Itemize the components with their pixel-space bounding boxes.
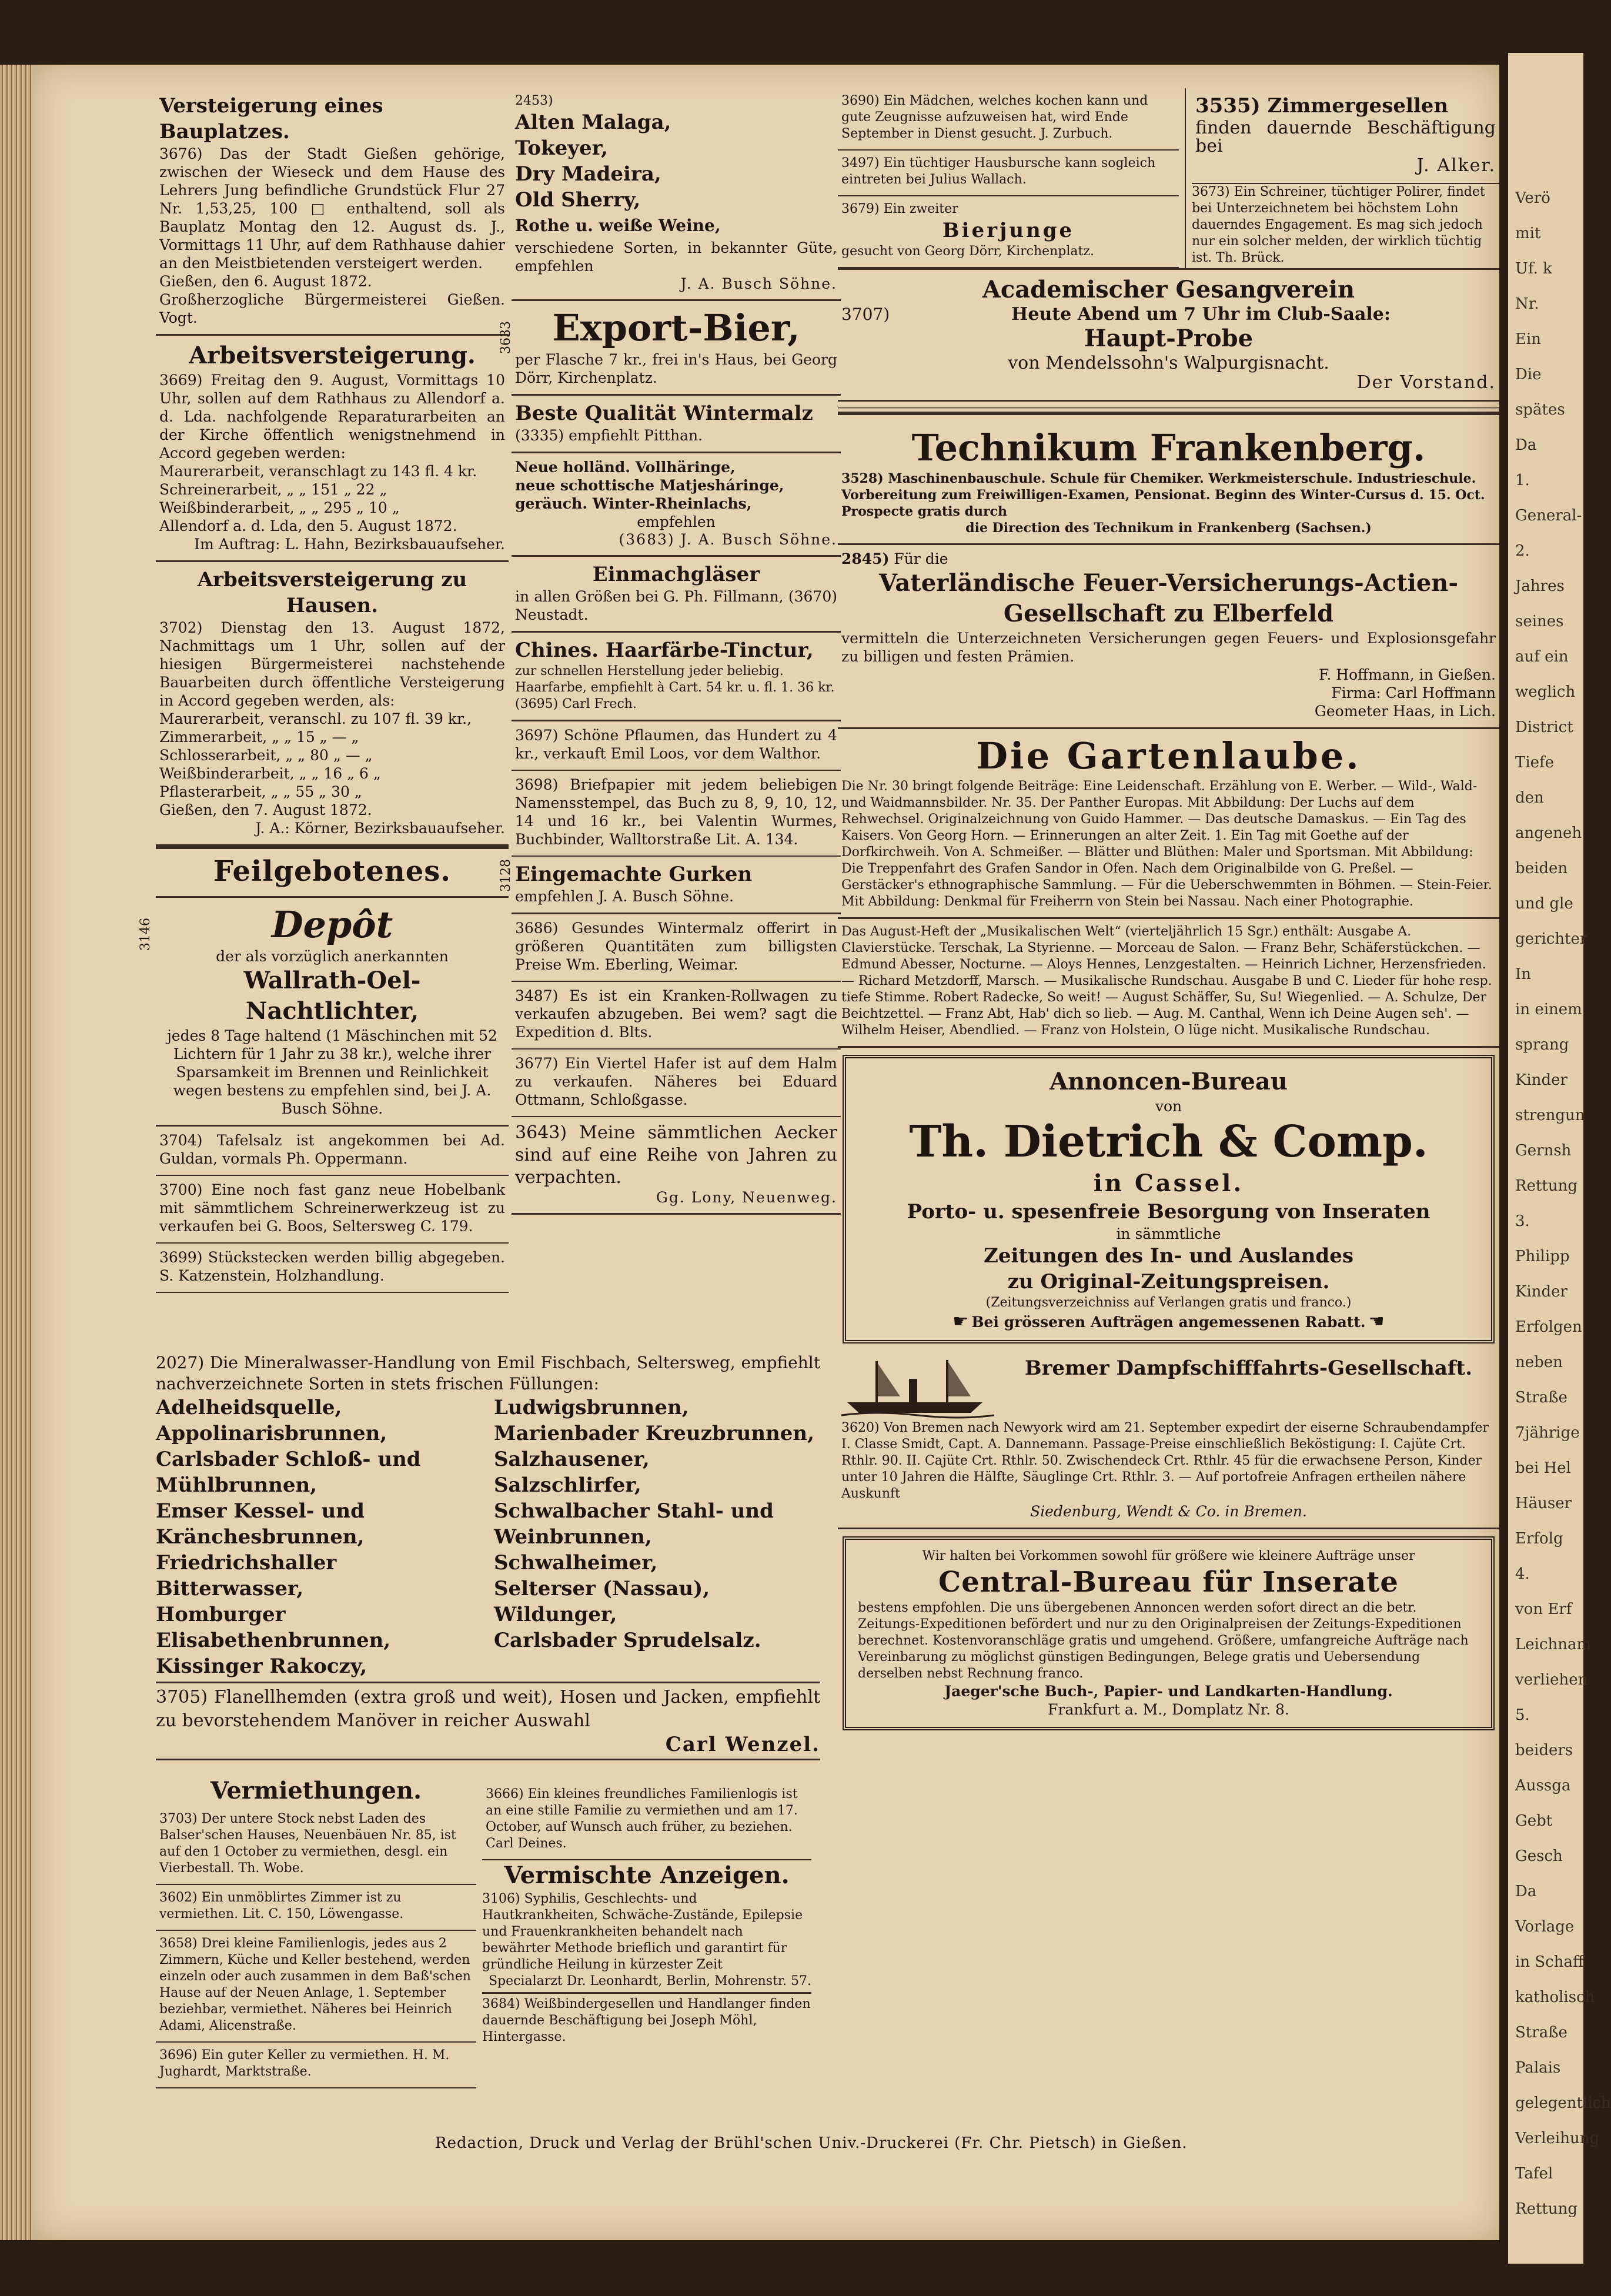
next-page-fragment: seines — [1515, 613, 1564, 630]
next-page-fragment: gelegentlich — [1515, 2094, 1611, 2112]
ad-title: Arbeitsversteigerung zu Hausen. — [197, 568, 467, 617]
ad-title: Bremer Dampfschifffahrts-Gesellschaft. — [1024, 1356, 1473, 1380]
ad-sign: Geometer Haas, in Lich. — [1314, 703, 1496, 720]
ad-text: Das August-Heft der „Musikalischen Welt“ (vierteljährlich 15 Sgr.) enthält: Ausgabe A. Clavierstücke. Terschak, La Styrienne. — Morceau de Salon. — Franz Behr, Schäferstückchen. — Edmund Abesser, Nocturne. — Aloys Hennes, Lenzgestalten. — Heinrich Lichner, Herzensfrieden. — Richard Metzdorff, Marsch. — Musikalische Rundschau. Ausgabe B und C. Lieder für hohe resp. tiefe Stimme. Robert Radecke, So weit! — August Schäffer, Su, Su! Wiegenlied. — A. Schulze, Der Beichtzettel. — Franz Abt, Hab' dich so lieb. — Aug. M. Canthal, Wenn ich Deine Augen seh'. — Wilhelm Heiser, Abendlied. — Franz von Holstein, O lüge nicht. Musikalische Rundschau. — [841, 924, 1492, 1038]
ad-feuer — [838, 545, 1499, 729]
ad-number: 3633 — [499, 321, 513, 354]
ad-sign: Der Vorstand. — [1356, 372, 1496, 393]
ad-number: 3707) — [841, 305, 890, 324]
next-page-fragment: In — [1515, 965, 1532, 983]
list-item: Friedrichshaller Bitterwasser, — [156, 1551, 337, 1600]
section-vermischte — [482, 1782, 811, 2046]
ad-3673: 3673) Ein Schreiner, tüchtiger Polirer, findet bei Unterzeichnetem bei höchstem Lohn dauerndes Engagement. Es mag sich jedoch nur ein solcher melden, der wirklich tüchtig ist. Th. Brück. — [1192, 185, 1485, 265]
ad-line: in sämmtliche — [1116, 1225, 1221, 1242]
next-page-fragment: angeneh — [1515, 824, 1582, 842]
ad-3679 — [838, 196, 1179, 268]
ad-wintermalz — [512, 396, 841, 453]
ad-text: 3528) Maschinenbauschule. Schule für Chemiker. Werkmeisterschule. Industrieschule. Vorbereitung zum Freiwilligen-Examen, Pensionat. Beginn des Winter-Cursus d. 15. Oct. Prospecte gratis durch — [841, 471, 1485, 519]
next-page-fragment: beiders — [1515, 1742, 1573, 1759]
ad-sign: Carl Wenzel. — [665, 1733, 820, 1756]
ad-line: Neue holländ. Vollhäringe, — [515, 459, 736, 476]
column-2 — [499, 88, 841, 1215]
ad-text: Die Nr. 30 bringt folgende Beiträge: Eine Leidenschaft. Erzählung von E. Werber. — Wild-, Wald- und Waidmannsbilder. Nr. 35. Der Panther Europas. Mit Abbildung: Der Luchs auf dem Rehwechsel. Originalzeichnung von Guido Hammer. — Das deutsche Damaskus. — Ein Tag des Kaisers. Von Georg Horn. — Erinnerungen an alter Zeit. 1. Ein Tag mit Goethe auf der Dorfkirchweih. Von A. Schmeißer. — Blätter und Blüthen: Maler und Sportsman. Mit Abbildung: Die Treppenfahrt des Grafen Sandor in Ofen. Nach dem Originalbilde von G. Preßel. — Gerstäcker's ethnographische Sammlung. — Für die Ueberschwemmten in Böhmen. — Stein-Feier. Mit Abbildung: Denkmal für Freiherrn von Stein bei Nassau. Nach einer Photographie. — [841, 779, 1492, 909]
list-item: Carlsbader Sprudelsalz. — [494, 1629, 761, 1652]
footer-imprint: Redaction, Druck und Verlag der Brühl'schen Univ.-Druckerei (Fr. Chr. Pietsch) in Gießen. — [435, 2134, 1188, 2152]
ad-sign: Jaeger'sche Buch-, Papier- und Landkarten-Handlung. — [944, 1683, 1393, 1700]
next-page-fragment: Philipp — [1515, 1248, 1570, 1265]
next-page-fragment: 4. — [1515, 1565, 1530, 1583]
ad-row: Weißbinderarbeit, „ „ 295 „ 10 „ — [159, 499, 400, 516]
ad-number: 3128 — [499, 859, 513, 892]
next-page-fragment: Kinder — [1515, 1283, 1567, 1301]
next-page-fragment: Erfolg — [1515, 1530, 1563, 1548]
next-page-fragment: Die — [1515, 366, 1542, 383]
next-page-fragment: Aussga — [1515, 1777, 1571, 1794]
ad-3704: 3704) Tafelsalz ist angekommen bei Ad. Guldan, vormals Ph. Oppermann. — [156, 1127, 509, 1176]
ad-bremer — [838, 1351, 1499, 1529]
list-item: Schwalbacher Stahl- und Weinbrunnen, — [494, 1499, 774, 1549]
ad-text: 3702) Dienstag den 13. August 1872, Nachmittags um 1 Uhr, sollen auf der hiesigen Bürgermeisterei nachstehende Bauarbeiten durch öffentliche Versteigerung in Accord gegeben werden, als: — [159, 619, 505, 709]
ad-von: von — [1155, 1098, 1182, 1115]
ad-3690: 3690) Ein Mädchen, welches kochen kann und gute Zeugnisse aufzuweisen hat, wird Ende September in Dienst gesucht. J. Zurbuch. — [838, 88, 1179, 151]
ad-sign: Siedenburg, Wendt & Co. in Bremen. — [1030, 1503, 1307, 1520]
ad-line: zu Original-Zeitungspreisen. — [1007, 1270, 1330, 1294]
next-page-fragment: Häuser — [1515, 1495, 1572, 1512]
ad-gartenlaube — [838, 729, 1499, 919]
list-item: Ludwigsbrunnen, — [494, 1396, 689, 1419]
column-3 — [838, 88, 1499, 1737]
section-title: Vermiethungen. — [210, 1777, 422, 1804]
ad-sign: Großherzogliche Bürgermeisterei Gießen. Vogt. — [159, 291, 505, 326]
ad-haar — [512, 633, 841, 721]
ad-depot — [138, 898, 509, 1127]
next-page-fragment: spätes — [1515, 401, 1565, 419]
divider — [838, 407, 1499, 415]
ad-title: Chines. Haarfärbe-Tinctur, — [515, 639, 814, 662]
list-item: Appolinarisbrunnen, — [156, 1422, 387, 1445]
ad-central-bureau — [843, 1536, 1495, 1730]
next-page-fragment: den — [1515, 789, 1544, 807]
ad-technikum — [838, 421, 1499, 545]
ad-wines — [512, 88, 841, 301]
ad-title: Die Gartenlaube. — [976, 734, 1361, 777]
next-page-fragment: Rettung — [1515, 1177, 1577, 1195]
ad-3487: 3487) Es ist ein Kranken-Rollwagen zu verkaufen abzugeben. Bei wem? sagt die Expedition d. Blts. — [512, 982, 841, 1050]
ad-3698: 3698) Briefpapier mit jedem beliebigen Namensstempel, das Buch zu 8, 9, 10, 12, 14 und 16 kr., bei Valentin Wurmes, Buchbinder, Walltorstraße Lit. A. 134. — [512, 771, 841, 857]
ad-sign: Gg. Lony, Neuenweg. — [656, 1189, 837, 1206]
wine-line: Alten Malaga, — [515, 111, 671, 134]
list-item: Adelheidsquelle, — [156, 1396, 342, 1419]
next-page-fragment: Tiefe — [1515, 754, 1555, 771]
gesang-row — [841, 305, 1496, 323]
next-page-fragment: 3. — [1515, 1212, 1530, 1230]
ads-left — [838, 88, 1179, 268]
ad-title: Vaterländische Feuer-Versicherungs-Actien-Gesellschaft zu Elberfeld — [879, 569, 1458, 627]
list-item: Marienbader Kreuzbrunnen, — [494, 1422, 814, 1445]
next-page-fragment: Gesch — [1515, 1847, 1563, 1865]
next-page-fragment: auf ein — [1515, 648, 1569, 666]
ad-3697: 3697) Schöne Pflaumen, das Hundert zu 4 kr., verkauft Emil Loos, vor dem Walthor. — [512, 721, 841, 771]
ad-line: neue schottische Matjesháringe, — [515, 477, 784, 494]
ad-3535 — [1192, 88, 1499, 184]
mineral-list-right — [494, 1395, 820, 1679]
ad-text: 3679) Ein zweiter — [841, 202, 958, 216]
section-title: Feilgebotenes. — [213, 855, 452, 888]
next-page-fragment: gerichter — [1515, 930, 1587, 948]
ad-arbeitsversteigerung — [156, 336, 509, 562]
ad-sign: die Direction des Technikum in Frankenberg (Sachsen.) — [965, 520, 1372, 536]
next-page-fragment: Straße — [1515, 2024, 1567, 2041]
ad-row: Schlosserarbeit, „ „ 80 „ — „ — [159, 747, 373, 764]
next-page-fragment: Kinder — [1515, 1071, 1567, 1089]
next-page-fragment: Nr. — [1515, 295, 1539, 313]
ad-gurken — [499, 857, 841, 914]
ad-text: verschiedene Sorten, in bekannter Güte, empfehlen — [515, 239, 837, 275]
next-page-fragment: in einem — [1515, 1001, 1582, 1018]
next-page-fragment: Tafel — [1515, 2165, 1553, 2183]
ad-text: jedes 8 Tage haltend (1 Mäschinchen mit 52 Lichtern für 1 Jahr zu 38 kr.), welche ihrer Sparsamkeit im Brennen und Reinlichkeit wegen bestens zu empfehlen sind, bei J. A. Busch Söhne. — [167, 1027, 497, 1117]
ad-bauplatz — [156, 88, 509, 336]
ad-row: Schreinerarbeit, „ „ 151 „ 22 „ — [159, 481, 387, 498]
ad-line: (Zeitungsverzeichniss auf Verlangen gratis und franco.) — [985, 1295, 1352, 1310]
ad-3666: 3666) Ein kleines freundliches Familienlogis ist an eine stille Familie zu vermiethen und am 17. October, auf Wunsch auch früher, zu beziehen. Carl Deines. — [482, 1782, 811, 1860]
next-page-fragment: Ein — [1515, 330, 1542, 348]
ad-3497: 3497) Ein tüchtiger Hausbursche kann sogleich eintreten bei Julius Wallach. — [838, 151, 1179, 196]
ad-3643 — [512, 1117, 841, 1215]
ad-line: Bei grösseren Aufträgen angemessenen Rabatt. — [971, 1314, 1366, 1331]
ad-3106: 3106) Syphilis, Geschlechts- und Hautkrankheiten, Schwäche-Zustände, Epilepsie und Frauenkrankheiten behandelt nach bewährter Methode brieflich und garantirt für gründliche Heilung in kürzester Zeit — [482, 1891, 803, 1972]
ad-line: von Mendelssohn's Walpurgisnacht. — [1008, 353, 1329, 373]
next-page-fragment: mit — [1515, 225, 1541, 242]
ad-sign: F. Hoffmann, in Gießen. — [1318, 666, 1496, 683]
next-page-fragment: Straße — [1515, 1389, 1567, 1406]
ad-number: 2453) — [515, 93, 553, 108]
ad-date: Allendorf a. d. Lda, den 5. August 1872. — [159, 517, 457, 534]
hand-pointer-icon: ☛ — [952, 1311, 969, 1332]
list-item: Salzschlirfer, — [494, 1473, 641, 1497]
next-page-fragment: Verleihung — [1515, 2130, 1600, 2147]
steamship-icon — [841, 1355, 994, 1420]
ad-herring — [512, 453, 841, 557]
next-page-fragment: Erfolgen — [1515, 1318, 1582, 1336]
ad-title: Einmachgläser — [592, 563, 760, 586]
ad-text: vermitteln die Unterzeichneten Versicherungen gegen Feuers- und Explosionsgefahr zu billigen und festen Prämien. — [841, 630, 1496, 665]
next-page-fragment: Da — [1515, 1883, 1537, 1900]
divider — [482, 1992, 811, 1994]
ad-sign: Im Auftrag: L. Hahn, Bezirksbauaufseher. — [194, 536, 505, 553]
next-page-fragment: verliehen — [1515, 1671, 1588, 1689]
next-page-fragment: von Erf — [1515, 1600, 1572, 1618]
ad-3703: 3703) Der untere Stock nebst Laden des Balser'schen Hauses, Neuenbäuen Nr. 85, ist auf den 1 October zu vermiethen, desgl. ein Vierbestall. Th. Wobe. — [156, 1806, 476, 1885]
next-page-fragment: und gle — [1515, 895, 1573, 913]
ad-sign: (3683) J. A. Busch Söhne. — [619, 531, 837, 548]
row-top — [838, 88, 1499, 268]
next-page-fragment: Vorlage — [1515, 1918, 1575, 1936]
wine-line: Tokeyer, — [515, 136, 608, 160]
ad-pre — [841, 550, 1496, 568]
list-item: Salzhausener, — [494, 1448, 650, 1471]
ad-sign: J. Alker. — [1416, 155, 1496, 176]
ad-place: Frankfurt a. M., Domplatz Nr. 8. — [1048, 1701, 1289, 1718]
ad-line: geräuch. Winter-Rheinlachs, — [515, 495, 752, 512]
ad-gesangverein — [838, 268, 1499, 402]
ad-text: 3620) Von Bremen nach Newyork wird am 21. September expedirt der eiserne Schraubendampfer I. Classe Smidt, Capt. A. Dannemann. Passage-Preise einschließlich Beköstigung: I. Cajüte Crt. Rthlr. 90. II. Cajüte Crt. Rthlr. 50. Zwischendeck Crt. Rthlr. 45 für die erwachsene Person, Kinder unter 10 Jahren die Hälfte, Säuglinge Crt. Rthlr. 3. — Auf portofreie Anfragen ertheilen nähere Auskunft — [841, 1421, 1489, 1501]
ad-line: der als vorzüglich anerkannten — [216, 948, 449, 965]
ad-export-bier — [499, 301, 841, 396]
column-1 — [138, 88, 509, 1293]
divider — [156, 1759, 820, 1760]
wine-line: Dry Madeira, — [515, 162, 661, 186]
next-page-fragment: Uf. k — [1515, 260, 1552, 278]
ad-3686: 3686) Gesundes Wintermalz offerirt in größeren Quantitäten zum billigsten Preise Wm. Eberling, Weimar. — [512, 914, 841, 982]
book-edge — [0, 65, 35, 2240]
ad-row: Weißbinderarbeit, „ „ 16 „ 6 „ — [159, 765, 381, 782]
next-page-fragment: bei Hel — [1515, 1459, 1571, 1477]
next-page-fragment: Jahres — [1515, 577, 1565, 595]
next-page-fragment: General- — [1515, 507, 1582, 524]
ad-dietrich — [843, 1055, 1495, 1343]
next-page-edge — [1508, 53, 1611, 2264]
ad-sign: J. A.: Körner, Bezirksbauaufseher. — [255, 820, 505, 837]
next-page-fragment: 7jährige — [1515, 1424, 1580, 1442]
wine-line: Old Sherry, — [515, 188, 641, 212]
list-item: Emser Kessel- und Kränchesbrunnen, — [156, 1499, 365, 1549]
ad-3658: 3658) Drei kleine Familienlogis, jedes aus 2 Zimmern, Küche und Keller bestehend, werden einzeln oder auch zusammen in dem Baß'schen Hause auf der Neuen Anlage, 1. September beziehbar, vermiethet. Näheres bei Heinrich Adami, Alicenstraße. — [156, 1931, 476, 2043]
ad-line: Zeitungen des In- und Auslandes — [984, 1244, 1353, 1268]
wine-line: Rothe u. weiße Weine, — [515, 216, 721, 235]
list-item: Selterser (Nassau), — [494, 1577, 710, 1600]
ad-title: Beste Qualität Wintermalz — [515, 402, 813, 425]
ad-flanell: 3705) Flanellhemden (extra groß und weit), Hosen und Jacken, empfiehlt zu bevorstehendem Manöver in reicher Auswahl — [156, 1687, 820, 1731]
ad-title: Academischer Gesangverein — [982, 276, 1355, 303]
ad-sign: Firma: Carl Hoffmann — [1331, 684, 1496, 701]
ad-product: Wallrath-Oel-Nachtlichter, — [243, 967, 421, 1025]
next-page-fragment: 1. — [1515, 472, 1530, 489]
section-vermiethungen — [156, 1776, 476, 2088]
ad-row: Maurerarbeit, veranschl. zu 107 fl. 39 kr., — [159, 710, 472, 727]
ad-row: Pflasterarbeit, „ „ 55 „ 30 „ — [159, 783, 362, 800]
ad-text: 3676) Das der Stadt Gießen gehörige, zwischen der Wieseck und dem Hause des Lehrers Jung befindliche Grundstück Flur 27 Nr. 1,53,25, 100 □ enthaltend, soll als Bauplatz Montag den 12. August ds. J., Vormittags 11 Uhr, auf dem Rathhause dahier an den Meistbietenden versteigert werden. — [159, 145, 505, 272]
next-page-fragment: Da — [1515, 436, 1537, 454]
ad-text: finden dauernde Beschäftigung bei — [1195, 118, 1496, 156]
ad-3699: 3699) Stückstecken werden billig abgegeben. S. Katzenstein, Holzhandlung. — [156, 1244, 509, 1293]
ad-text: bestens empfohlen. Die uns übergebenen Annoncen werden sofort direct an die betr. Zeitungs-Expeditionen befördert und nur zu den Originalpreisen der Zeitungs-Expeditionen berechnet. Kostenvoranschläge gratis und umgehend. Größere, umfangreiche Aufträge nach Vereinbarung zu möglichst günstigen Bedingungen, Belege gratis und Uebersendung derselben nebst Rechnung franco. — [858, 1600, 1469, 1681]
list-item: Kissinger Rakoczy, — [156, 1655, 367, 1678]
hand-pointer-icon: ☚ — [1368, 1311, 1385, 1332]
ad-text: gesucht von Georg Dörr, Kirchenplatz. — [841, 244, 1094, 259]
next-page-fragment: Gernsh — [1515, 1142, 1572, 1159]
mineral-list-left — [156, 1395, 482, 1679]
ad-3700: 3700) Eine noch fast ganz neue Hobelbank mit sämmtlichem Schreinerwerkzeug ist zu verkaufen bei G. Boos, Seltersweg C. 179. — [156, 1176, 509, 1244]
ad-text: 3669) Freitag den 9. August, Vormittags 10 Uhr, sollen auf dem Rathhaus zu Allendorf a. d. Lda. nachfolgende Reparaturarbeiten an der Kirche öffentlich wenigstnehmend in Accord gegeben werden: — [159, 372, 505, 462]
next-page-fragment: Gebt — [1515, 1812, 1553, 1830]
next-page-fragment: Rettung — [1515, 2200, 1577, 2218]
next-page-fragment: neben — [1515, 1353, 1563, 1371]
ad-3602: 3602) Ein unmöblirtes Zimmer ist zu vermiethen. Lit. C. 150, Löwengasse. — [156, 1885, 476, 1931]
ad-number: 3146 — [138, 918, 153, 951]
ad-line: Porto- u. spesenfreie Besorgung von Inseraten — [907, 1200, 1430, 1224]
next-page-fragment: katholisch — [1515, 1988, 1595, 2006]
ad-title: Eingemachte Gurken — [515, 863, 753, 886]
section-title: Vermischte Anzeigen. — [504, 1861, 790, 1889]
next-page-fragment: 2. — [1515, 542, 1530, 560]
ad-text: per Flasche 7 kr., frei in's Haus, bei Georg Dörr, Kirchenplatz. — [515, 351, 837, 386]
ad-3677: 3677) Ein Viertel Hafer ist auf dem Halm zu verkaufen. Näheres bei Eduard Ottmann, Schloßgasse. — [512, 1050, 841, 1117]
ad-title: Central-Bureau für Inserate — [938, 1566, 1399, 1599]
ad-3684: 3684) Weißbindergesellen und Handlanger finden dauernde Beschäftigung bei Joseph Möhl, Hintergasse. — [482, 1997, 811, 2044]
ad-text: 3643) Meine sämmtlichen Aecker sind auf eine Reihe von Jahren zu verpachten. — [515, 1122, 837, 1188]
list-item: Carlsbader Schloß- und Mühlbrunnen, — [156, 1448, 421, 1497]
ad-line: Heute Abend um 7 Uhr im Club-Saale: — [1011, 304, 1391, 325]
ad-pre-text: Für die — [894, 550, 948, 567]
ad-title: Bierjunge — [942, 219, 1075, 242]
rabatt-row — [858, 1311, 1479, 1332]
ad-intro: Wir halten bei Vorkommen sowohl für größere wie kleinere Aufträge unser — [922, 1549, 1415, 1563]
ad-sign: J. A. Busch Söhne. — [680, 275, 837, 292]
ad-sign: Specialarzt Dr. Leonhardt, Berlin, Mohrenstr. 57. — [488, 1974, 811, 1988]
list-item: Schwalheimer, — [494, 1551, 658, 1575]
ad-hausen — [156, 562, 509, 846]
ad-row: Maurerarbeit, veranschlagt zu 143 fl. 4 kr. — [159, 463, 477, 480]
list-item: Wildunger, — [494, 1603, 617, 1626]
ad-date: Gießen, den 6. August 1872. — [159, 273, 372, 290]
section-feilgebotenes — [156, 846, 509, 898]
ad-title: Annoncen-Bureau — [1050, 1068, 1288, 1095]
mineral-list — [156, 1395, 820, 1679]
next-page-fragment: sprang — [1515, 1036, 1569, 1054]
next-page-fragment: in Schaff — [1515, 1953, 1584, 1971]
ad-intro: 2027) Die Mineralwasser-Handlung von Emil Fischbach, Seltersweg, empfiehlt nachverzeichnete Sorten in stets frischen Füllungen: — [156, 1353, 820, 1393]
next-page-fragment: beiden — [1515, 860, 1568, 877]
ad-main: Haupt-Probe — [1084, 325, 1254, 352]
list-item: Homburger Elisabethenbrunnen, — [156, 1603, 391, 1652]
ad-text: empfehlen J. A. Busch Söhne. — [515, 888, 734, 905]
ad-name: Th. Dietrich & Comp. — [909, 1117, 1428, 1167]
next-page-fragment: Leichnam — [1515, 1636, 1592, 1653]
divider — [156, 1682, 820, 1683]
ad-mineralwasser — [156, 1352, 820, 1763]
next-page-fragment: Palais — [1515, 2059, 1561, 2077]
ad-3696: 3696) Ein guter Keller zu vermiethen. H. M. Jughardt, Marktstraße. — [156, 2043, 476, 2088]
ad-title: Arbeitsversteigerung. — [189, 342, 476, 369]
ad-text: (3335) empfiehlt Pitthan. — [515, 427, 703, 444]
ad-text: in allen Größen bei G. Ph. Fillmann, (3670) Neustadt. — [515, 588, 837, 623]
ad-line: empfehlen — [637, 513, 716, 530]
ad-city: in Cassel. — [1093, 1169, 1244, 1197]
ad-title: Export-Bier, — [552, 306, 800, 349]
ad-text: zur schnellen Herstellung jeder beliebig. Haarfarbe, empfiehlt à Cart. 54 kr. u. fl. 1. 36 kr. (3695) Carl Frech. — [515, 664, 835, 711]
ad-title: Versteigerung eines Bauplatzes. — [159, 94, 383, 143]
next-page-fragment: weglich — [1515, 683, 1576, 701]
ad-date: Gießen, den 7. August 1872. — [159, 801, 372, 818]
ad-number: 2845) — [841, 550, 890, 567]
ad-title: Technikum Frankenberg. — [911, 426, 1426, 469]
next-page-fragment: strengun — [1515, 1107, 1585, 1124]
next-page-fragment: District — [1515, 718, 1573, 736]
ad-title: Depôt — [271, 903, 393, 946]
ads-right — [1185, 88, 1499, 268]
ad-einmach — [512, 557, 841, 633]
ad-row: Zimmerarbeit, „ „ 15 „ — „ — [159, 728, 359, 746]
ad-title: 3535) Zimmergesellen — [1195, 94, 1449, 118]
ad-musik — [838, 919, 1499, 1048]
next-page-fragment: Verö — [1515, 189, 1550, 207]
next-page-fragment: 5. — [1515, 1706, 1530, 1724]
